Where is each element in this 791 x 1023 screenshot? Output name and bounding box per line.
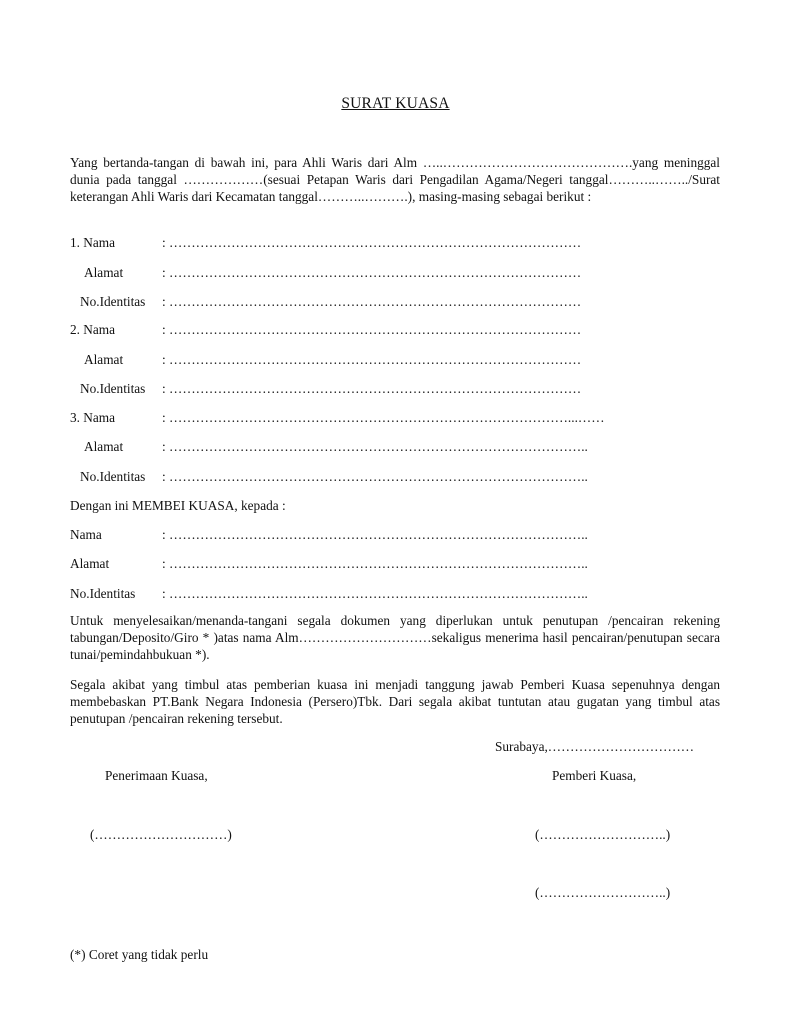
giver-label: Pemberi Kuasa,	[552, 768, 637, 783]
heir-1-name-label: 1. Nama	[70, 235, 116, 250]
grantee-id-field: : …………………………………………………………………………………..	[162, 586, 588, 601]
heir-2-name-label: 2. Nama	[70, 322, 116, 337]
place-date: Surabaya,……………………………	[495, 739, 695, 754]
grantee-address-field: : …………………………………………………………………………………..	[162, 556, 588, 571]
heir-1-address-label: Alamat	[84, 265, 124, 280]
heir-2-address-field: : …………………………………………………………………………………	[162, 352, 582, 367]
heir-2-address-label: Alamat	[84, 352, 124, 367]
heir-2-id-field: : …………………………………………………………………………………	[162, 381, 582, 396]
heir-1-id-label: No.Identitas	[80, 294, 146, 309]
grantee-name-field: : …………………………………………………………………………………..	[162, 527, 588, 542]
purpose-paragraph: Untuk menyelesaikan/menanda-tangani segala dokumen yang diperlukan untuk penutupan /pencairan rekening tabungan/Deposito/Giro * )atas nama Alm…………………………sekaligus menerima hasil pencairan/penutupan secara tunai/pemindahbukuan *).	[70, 613, 720, 662]
heir-1-address-field: : …………………………………………………………………………………	[162, 265, 582, 280]
receiver-label: Penerimaan Kuasa,	[105, 768, 208, 783]
heir-2-id-label: No.Identitas	[80, 381, 146, 396]
heir-3-name-label: 3. Nama	[70, 410, 116, 425]
heir-2-name-field: : …………………………………………………………………………………	[162, 322, 582, 337]
document-title: SURAT KUASA	[341, 95, 450, 112]
heir-3-address-field: : …………………………………………………………………………………..	[162, 439, 588, 454]
footnote: (*) Coret yang tidak perlu	[70, 947, 209, 962]
heir-1-name-field: : …………………………………………………………………………………	[162, 235, 582, 250]
heir-3-name-field: : ………………………………………………………………………………...……	[162, 410, 605, 425]
heir-3-address-label: Alamat	[84, 439, 124, 454]
receiver-signature-line: (…………………………)	[90, 827, 232, 842]
liability-paragraph: Segala akibat yang timbul atas pemberian kuasa ini menjadi tanggung jawab Pemberi Kuasa sepenuhnya dengan membebaskan PT.Bank Negara Indonesia (Persero)Tbk. Dari segala akibat tuntutan atau gugatan yang timbul atas penutupan /pencairan rekening tersebut.	[70, 677, 720, 726]
intro-paragraph: Yang bertanda-tangan di bawah ini, para Ahli Waris dari Alm …..…………………………………….yang meninggal dunia pada tanggal ………………(sesuai Petapan Waris dari Pengadilan Agama/Negeri tanggal………..……../Surat keterangan Ahli Waris dari Kecamatan tanggal………..……….), masing-masing sebagai berikut :	[70, 155, 720, 204]
heir-1-id-field: : …………………………………………………………………………………	[162, 294, 582, 309]
heir-3-id-field: : …………………………………………………………………………………..	[162, 469, 588, 484]
heir-3-id-label: No.Identitas	[80, 469, 146, 484]
giver-signature-line-2: (………………………..)	[535, 885, 671, 900]
giver-signature-line-1: (………………………..)	[535, 827, 671, 842]
grantee-name-label: Nama	[70, 527, 102, 542]
grant-heading: Dengan ini MEMBEI KUASA, kepada :	[70, 498, 286, 513]
grantee-id-label: No.Identitas	[70, 586, 136, 601]
grantee-address-label: Alamat	[70, 556, 110, 571]
